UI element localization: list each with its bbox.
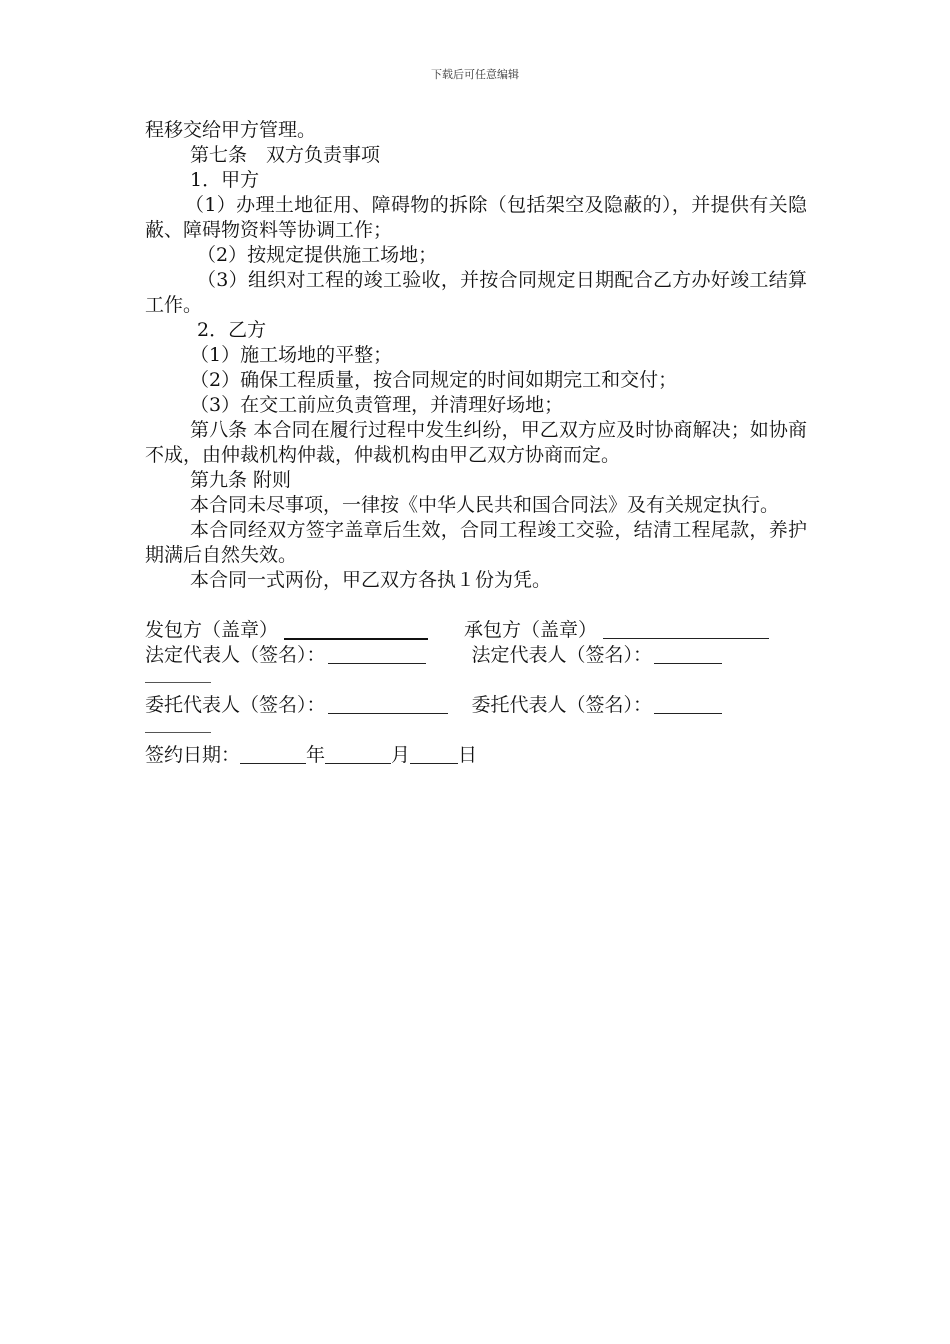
legal-rep-right-blank[interactable]	[654, 643, 722, 664]
article-8: 第八条 本合同在履行过程中发生纠纷，甲乙双方应及时协商解决；如协商不成，由仲裁机构仲裁，仲裁机构由甲乙双方协商而定。	[145, 419, 807, 466]
party-a-item-2: （2）按规定提供施工场地；	[197, 244, 438, 266]
continued-line: 程移交给甲方管理。	[145, 119, 317, 141]
article-9-para-1: 本合同未尽事项，一律按《中华人民共和国合同法》及有关规定执行。	[190, 494, 780, 516]
signature-row-legal-rep	[145, 643, 807, 668]
employer-seal-blank[interactable]	[284, 618, 428, 640]
month-blank[interactable]	[325, 743, 391, 764]
signature-row-agent	[145, 693, 807, 718]
contract-body	[145, 118, 807, 768]
legal-rep-left-blank[interactable]	[328, 643, 426, 664]
party-b-item-1: （1）施工场地的平整；	[190, 344, 393, 366]
date-label: 签约日期：	[145, 744, 241, 766]
contractor-seal-blank[interactable]	[603, 618, 769, 639]
article-9-title: 第九条 附则	[190, 469, 292, 491]
contractor-seal-label: 承包方（盖章）	[464, 619, 598, 641]
party-a-item-1: （1）办理土地征用、障碍物的拆除（包括架空及隐蔽的），并提供有关隐蔽、障碍物资料等协调工作；	[145, 194, 807, 241]
legal-rep-right-label: 法定代表人（签名）：	[471, 644, 653, 666]
month-label: 月	[391, 744, 411, 766]
signature-row-date	[145, 743, 807, 768]
party-b-item-2: （2）确保工程质量，按合同规定的时间如期完工和交付；	[190, 369, 678, 391]
article-7-title: 第七条 双方负责事项	[190, 144, 381, 166]
party-b-item-3: （3）在交工前应负责管理，并清理好场地；	[190, 394, 564, 416]
day-blank[interactable]	[410, 743, 458, 764]
article-9-para-3: 本合同一式两份，甲乙双方各执１份为凭。	[190, 569, 552, 591]
agent-left-label: 委托代表人（签名）：	[145, 694, 326, 716]
agent-right-blank[interactable]	[654, 693, 722, 714]
agent-right-label: 委托代表人（签名）：	[471, 694, 653, 716]
year-label: 年	[306, 744, 326, 766]
party-a-item-3: （3）组织对工程的竣工验收，并按合同规定日期配合乙方办好竣工结算工作。	[145, 269, 807, 316]
party-b-heading: 2．乙方	[197, 319, 267, 341]
page-header-note: 下载后可任意编辑	[431, 68, 519, 81]
article-9-para-2: 本合同经双方签字盖章后生效，合同工程竣工交验，结清工程尾款，养护期满后自然失效。	[145, 519, 807, 566]
legal-rep-continued-blank	[145, 682, 211, 683]
party-a-heading: 1．甲方	[190, 169, 260, 191]
agent-left-blank[interactable]	[328, 693, 448, 714]
agent-continued-blank	[145, 732, 211, 733]
employer-seal-label: 发包方（盖章）	[145, 619, 279, 641]
signature-row-seal	[145, 618, 807, 643]
year-blank[interactable]	[240, 743, 306, 764]
legal-rep-left-label: 法定代表人（签名）：	[145, 644, 326, 666]
day-label: 日	[458, 744, 478, 766]
